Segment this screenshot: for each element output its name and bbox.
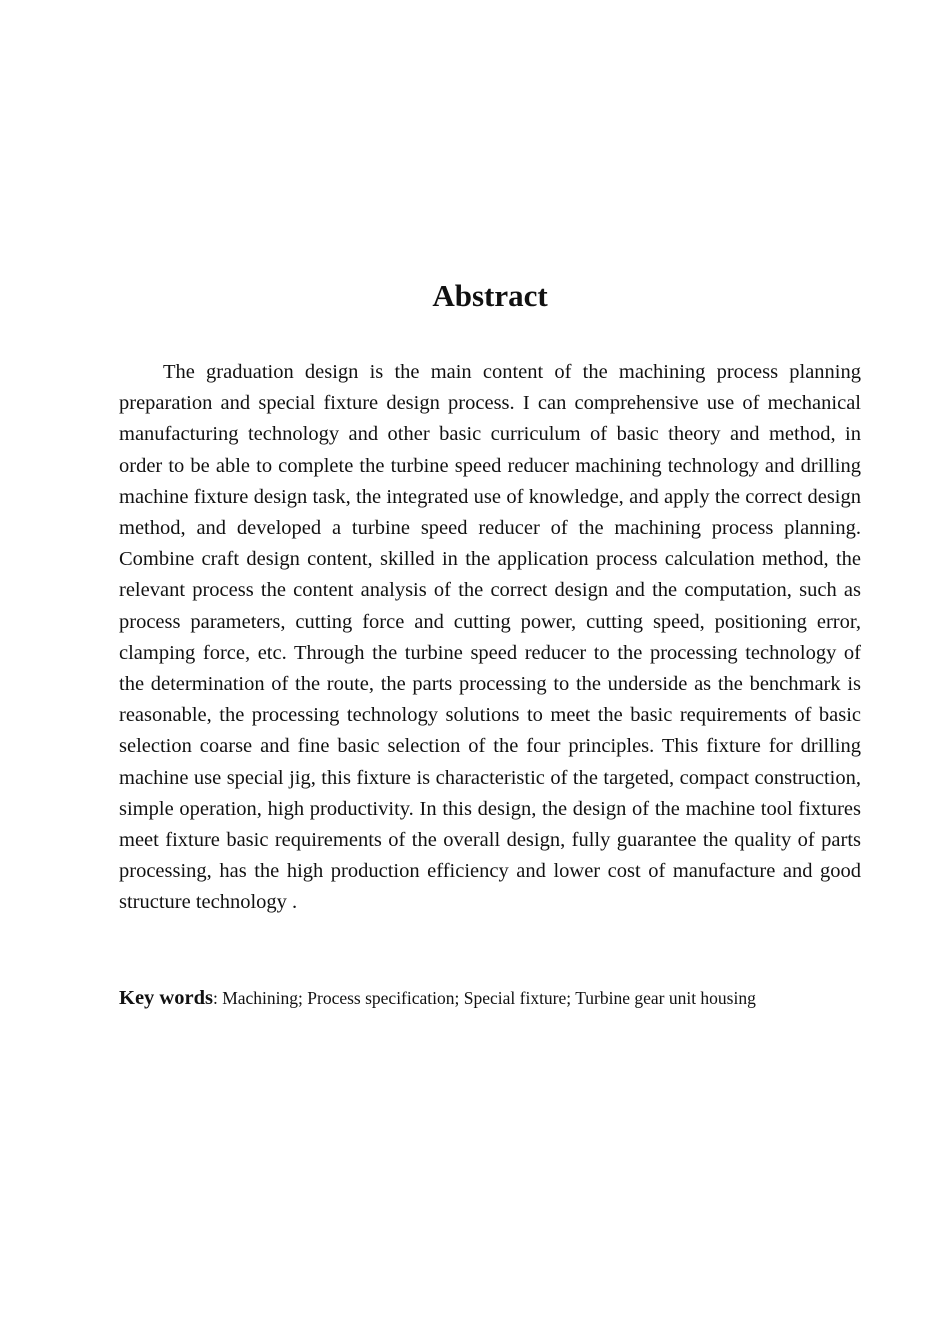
keywords-label: Key words (119, 987, 213, 1009)
keywords-line (119, 983, 861, 1013)
abstract-title: Abstract (432, 278, 548, 313)
keywords-text: Machining; Process specification; Special fixture; Turbine gear unit housing (217, 988, 756, 1008)
abstract-body: The graduation design is the main content of the machining process planning preparation and special fixture design process. I can comprehensive use of mechanical manufacturing technology and other basic curriculum of basic theory and method, in order to be able to complete the turbine speed reducer machining technology and drilling machine fixture design task, the integrated use of knowledge, and apply the correct design method, and developed a turbine speed reducer of the machining process planning. Combine craft design content, skilled in the application process calculation method, the relevant process the content analysis of the correct design and the computation, such as process parameters, cutting force and cutting power, cutting speed, positioning error, clamping force, etc. Through the turbine speed reducer to the processing technology of the determination of the route, the parts processing to the underside as the benchmark is reasonable, the processing technology solutions to meet the basic requirements of basic selection coarse and fine basic selection of the four principles. This fixture for drilling machine use special jig, this fixture is characteristic of the targeted, compact construction, simple operation, high productivity. In this design, the design of the machine tool fixtures meet fixture basic requirements of the overall design, fully guarantee the quality of parts processing, has the high production efficiency and lower cost of manufacture and good structure technology . (119, 361, 861, 914)
keywords-separator: : (212, 988, 218, 1008)
